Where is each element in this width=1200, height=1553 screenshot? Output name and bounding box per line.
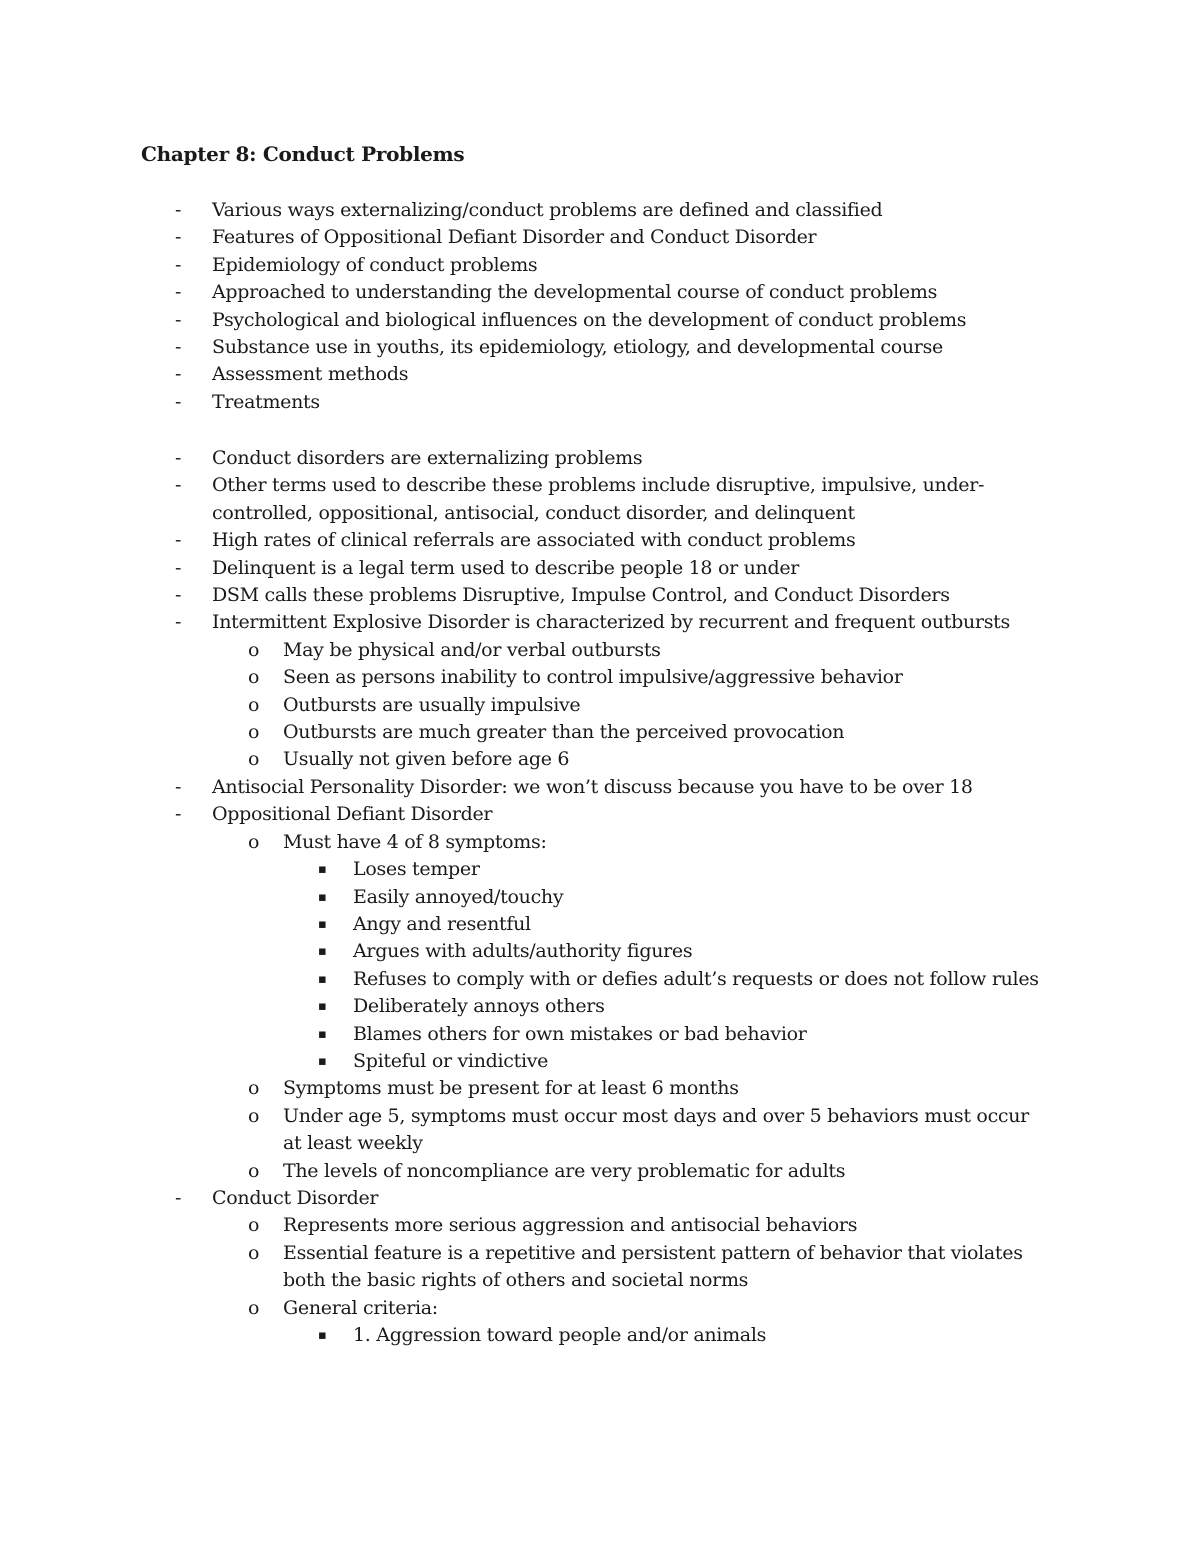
dash-bullet: - <box>175 803 182 826</box>
list-item <box>0 279 1200 306</box>
circle-bullet: o <box>248 693 260 716</box>
list-item <box>0 472 1200 527</box>
symptom-text: Easily annoyed/touchy <box>353 885 564 908</box>
list-item <box>0 774 1200 801</box>
sub-item-text: May be physical and/or verbal outbursts <box>283 638 661 661</box>
sub-item-text: General criteria: <box>283 1296 438 1319</box>
sub-item <box>0 637 1200 664</box>
list-item-text: Intermittent Explosive Disorder is characterized by recurrent and frequent outbursts <box>212 611 1010 634</box>
list-item <box>0 555 1200 582</box>
criteria-item <box>0 1322 1200 1349</box>
sub-item <box>0 692 1200 719</box>
ied-sublist <box>0 637 1200 774</box>
circle-bullet: o <box>248 666 260 689</box>
sub-item <box>0 746 1200 773</box>
sub-item <box>0 829 1200 1076</box>
sub-item-text: Seen as persons inability to control impulsive/aggressive behavior <box>283 666 903 689</box>
sub-item <box>0 1295 1200 1350</box>
square-bullet: ▪ <box>318 916 327 932</box>
chapter-outline-list <box>0 197 1200 416</box>
list-item-text: Conduct Disorder <box>212 1186 379 1209</box>
symptom-text: Blames others for own mistakes or bad behavior <box>353 1022 807 1045</box>
list-item <box>0 609 1200 773</box>
dash-bullet: - <box>175 447 182 469</box>
list-item-text: Antisocial Personality Disorder: we won’t discuss because you have to be over 18 <box>212 775 973 798</box>
square-bullet: ▪ <box>318 862 327 878</box>
square-bullet: ▪ <box>318 944 327 960</box>
dash-bullet: - <box>175 529 182 552</box>
circle-bullet: o <box>248 1077 260 1100</box>
circle-bullet: o <box>248 1159 260 1182</box>
list-item <box>0 445 1200 472</box>
list-item-text: High rates of clinical referrals are associated with conduct problems <box>212 529 856 552</box>
symptom-item <box>0 966 1200 993</box>
sub-item-text: Must have 4 of 8 symptoms: <box>283 830 547 853</box>
list-item-text: Other terms used to describe these problems include disruptive, impulsive, under-controlled, oppositional, antisocial, conduct disorder, and delinquent <box>212 474 985 524</box>
dash-bullet: - <box>175 390 182 413</box>
list-item <box>0 334 1200 361</box>
dash-bullet: - <box>175 584 182 607</box>
sub-item <box>0 1158 1200 1185</box>
sub-item-text: Symptoms must be present for at least 6 months <box>283 1077 739 1100</box>
list-item-text: Epidemiology of conduct problems <box>212 253 538 276</box>
circle-bullet: o <box>248 830 260 853</box>
square-bullet: ▪ <box>318 999 327 1015</box>
symptom-item <box>0 1021 1200 1048</box>
symptom-item <box>0 884 1200 911</box>
list-item-text: Oppositional Defiant Disorder <box>212 803 493 826</box>
list-item-text: Features of Oppositional Defiant Disorder and Conduct Disorder <box>212 226 817 249</box>
dash-bullet: - <box>175 281 182 304</box>
list-item-text: Treatments <box>212 390 320 413</box>
cd-sublist <box>0 1212 1200 1349</box>
square-bullet: ▪ <box>318 889 327 905</box>
symptom-item <box>0 911 1200 938</box>
sub-item-text: Represents more serious aggression and antisocial behaviors <box>283 1214 858 1237</box>
dash-bullet: - <box>175 308 182 331</box>
circle-bullet: o <box>248 721 260 744</box>
square-bullet: ▪ <box>318 1026 327 1042</box>
dash-bullet: - <box>175 336 182 359</box>
list-item <box>0 801 1200 1185</box>
dash-bullet: - <box>175 474 182 497</box>
dash-bullet: - <box>175 253 182 276</box>
circle-bullet: o <box>248 638 260 661</box>
list-item <box>0 527 1200 554</box>
dash-bullet: - <box>175 556 182 579</box>
cd-criteria-list <box>0 1322 1200 1349</box>
list-item <box>0 1185 1200 1349</box>
odd-symptom-list <box>0 856 1200 1075</box>
list-item-text: Delinquent is a legal term used to describe people 18 or under <box>212 556 800 579</box>
list-item-text: Assessment methods <box>212 363 409 386</box>
list-item <box>0 361 1200 388</box>
symptom-text: Deliberately annoys others <box>353 995 605 1018</box>
square-bullet: ▪ <box>318 1328 327 1343</box>
symptom-item <box>0 856 1200 883</box>
dash-bullet: - <box>175 611 182 634</box>
sub-item <box>0 1212 1200 1239</box>
list-item <box>0 389 1200 416</box>
sub-item-text: Outbursts are much greater than the perceived provocation <box>283 721 845 744</box>
symptom-text: Loses temper <box>353 858 480 881</box>
symptom-text: Spiteful or vindictive <box>353 1049 549 1072</box>
sub-item-text: Outbursts are usually impulsive <box>283 693 581 716</box>
symptom-text: Argues with adults/authority figures <box>353 940 693 963</box>
list-item-text: Various ways externalizing/conduct problems are defined and classified <box>212 199 883 221</box>
sub-item-text: Essential feature is a repetitive and persistent pattern of behavior that violates both the basic rights of others and societal norms <box>283 1241 1023 1292</box>
circle-bullet: o <box>248 748 260 771</box>
symptom-item <box>0 993 1200 1020</box>
list-item-text: Conduct disorders are externalizing problems <box>212 447 643 469</box>
dash-bullet: - <box>175 199 182 221</box>
dash-bullet: - <box>175 363 182 386</box>
sub-item-text: Usually not given before age 6 <box>283 748 570 771</box>
symptom-text: Angy and resentful <box>353 912 531 935</box>
circle-bullet: o <box>248 1241 260 1264</box>
odd-sublist <box>0 829 1200 1185</box>
sub-item <box>0 664 1200 691</box>
list-item-text: DSM calls these problems Disruptive, Impulse Control, and Conduct Disorders <box>212 584 950 607</box>
circle-bullet: o <box>248 1104 260 1127</box>
circle-bullet: o <box>248 1214 260 1237</box>
list-item <box>0 224 1200 251</box>
square-bullet: ▪ <box>318 1053 327 1069</box>
dash-bullet: - <box>175 775 182 798</box>
list-item <box>0 252 1200 279</box>
dash-bullet: - <box>175 1186 182 1209</box>
square-bullet: ▪ <box>318 971 327 987</box>
circle-bullet: o <box>248 1296 260 1319</box>
symptom-text: Refuses to comply with or defies adult’s requests or does not follow rules <box>353 967 1039 990</box>
sub-item-text: The levels of noncompliance are very problematic for adults <box>283 1159 846 1182</box>
list-item-text: Approached to understanding the developmental course of conduct problems <box>212 281 938 304</box>
sub-item <box>0 1075 1200 1102</box>
page-title: Chapter 8: Conduct Problems <box>141 142 465 166</box>
list-item-text: Substance use in youths, its epidemiology, etiology, and developmental course <box>212 336 943 359</box>
sub-item <box>0 1103 1200 1158</box>
list-item-text: Psychological and biological influences on the development of conduct problems <box>212 308 967 331</box>
dash-bullet: - <box>175 226 182 249</box>
sub-item-text: Under age 5, symptoms must occur most days and over 5 behaviors must occur at least weekly <box>283 1104 1029 1155</box>
criteria-text: 1. Aggression toward people and/or animals <box>353 1324 767 1346</box>
list-item <box>0 582 1200 609</box>
notes-list <box>0 445 1200 1349</box>
sub-item <box>0 1240 1200 1295</box>
list-item <box>0 197 1200 224</box>
sub-item <box>0 719 1200 746</box>
symptom-item <box>0 1048 1200 1075</box>
list-item <box>0 307 1200 334</box>
symptom-item <box>0 938 1200 965</box>
